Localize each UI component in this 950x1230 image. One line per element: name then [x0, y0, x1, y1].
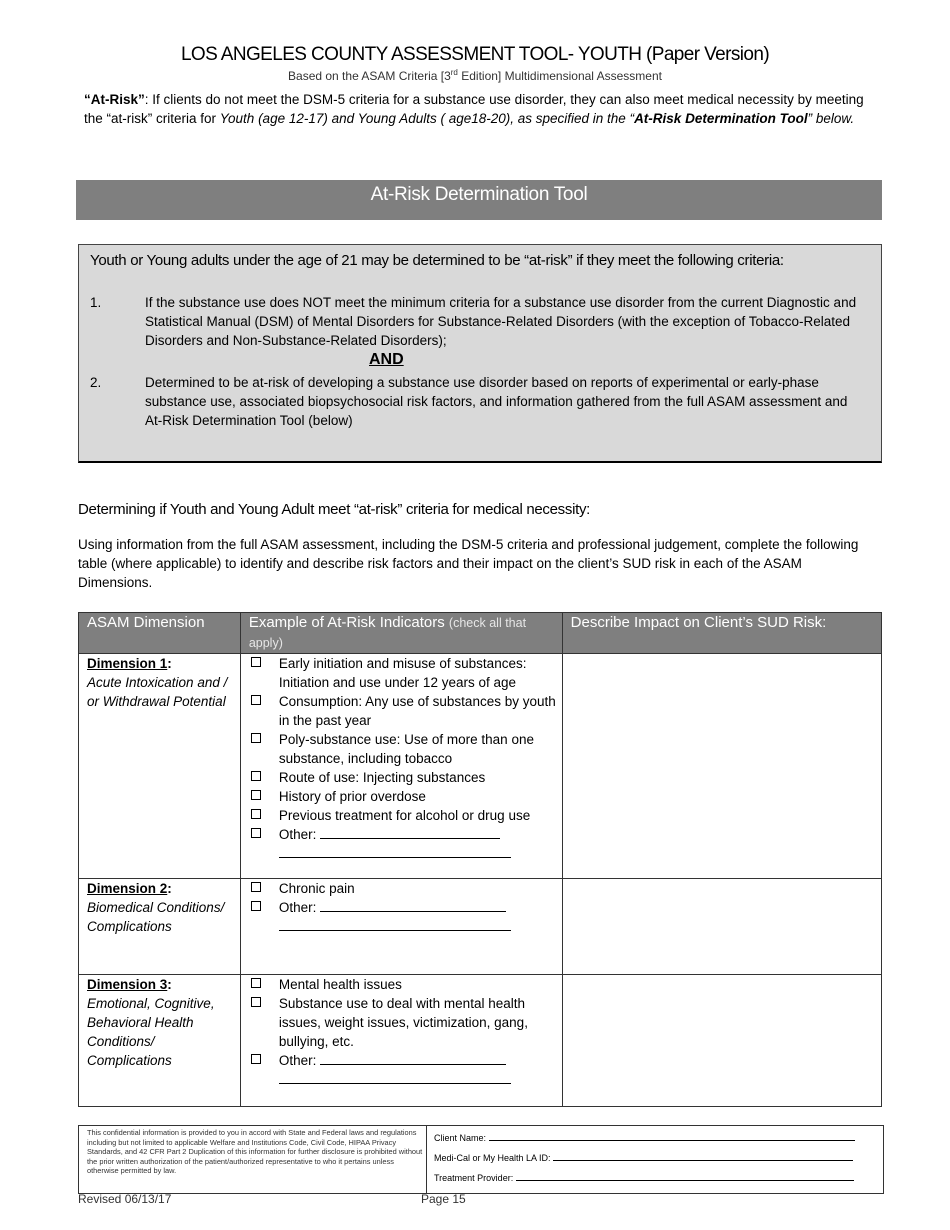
provider-label: Treatment Provider:: [434, 1173, 514, 1183]
footer-box: [78, 1125, 884, 1194]
client-name-line[interactable]: [489, 1132, 855, 1141]
header-impact: Describe Impact on Client’s SUD Risk:: [562, 613, 881, 654]
checkbox-icon[interactable]: [251, 771, 261, 781]
dimension-title: Dimension 2: [87, 881, 168, 896]
intro-text: : If clients do not meet the DSM-5 criteria for a substance use disorder, they can also meet medical necessity by meeting the “at-risk” criteria for: [84, 92, 864, 126]
intro-paragraph: [84, 90, 874, 128]
criteria-item: [90, 373, 860, 430]
client-name-field[interactable]: [434, 1132, 855, 1143]
header-indicators: [240, 613, 562, 654]
page-title: LOS ANGELES COUNTY ASSESSMENT TOOL- YOUTH (Paper Version): [180, 44, 770, 65]
indicator-label: Route of use: Injecting substances: [278, 770, 486, 785]
criteria-text: Determined to be at-risk of developing a substance use disorder based on reports of experimental or early-phase substance use, associated biopsychosocial risk factors, and information gathered from the full ASAM assessment and At-Risk Determination Tool (below): [145, 375, 848, 428]
indicator-label: Previous treatment for alcohol or drug use: [278, 808, 531, 823]
subtitle-post: Edition] Multidimensional Assessment: [457, 69, 662, 83]
impact-cell[interactable]: [562, 654, 881, 879]
indicator-label: Consumption: Any use of substances by youth in the past year: [278, 694, 556, 728]
section-banner: At-Risk Determination Tool: [76, 180, 882, 220]
checkbox-icon[interactable]: [251, 790, 261, 800]
impact-cell[interactable]: [562, 975, 881, 1107]
provider-line[interactable]: [516, 1172, 854, 1181]
table-header-row: [79, 613, 882, 654]
medi-cal-label: Medi-Cal or My Health LA ID:: [434, 1153, 551, 1163]
table-row: [79, 654, 882, 879]
dimension-cell: [79, 879, 241, 975]
intro-italic: Youth (age 12-17) and Young Adults ( age18-20), as specified in the “: [219, 111, 635, 126]
indicator-label: Early initiation and misuse of substances: Initiation and use under 12 years of age: [278, 656, 527, 690]
indicator-other[interactable]: [251, 898, 562, 936]
checkbox-icon[interactable]: [251, 809, 261, 819]
intro-bold-italic: At-Risk Determination Tool: [634, 111, 808, 126]
footer-divider: [426, 1126, 427, 1193]
indicator-label: Poly-substance use: Use of more than one substance, including tobacco: [278, 732, 534, 766]
medi-cal-line[interactable]: [553, 1152, 853, 1161]
confidentiality-notice: This confidential information is provided to you in accord with State and Federal laws and regulations including but not limited to applicable Welfare and Institutions Code, Civil Code, HIPAA Privacy Standards, and 42 CFR Part 2 Duplication of this information for further disclosure is prohibited without the prior written authorization of the patient/authorized representative to who it pertains unless otherwise permitted by law.: [87, 1128, 423, 1176]
impact-cell[interactable]: [562, 879, 881, 975]
indicator-item[interactable]: [251, 654, 562, 692]
indicator-item[interactable]: [251, 768, 562, 787]
criteria-box: [78, 244, 882, 463]
indicator-list: [241, 975, 562, 1089]
indicator-other[interactable]: [251, 1051, 562, 1089]
checkbox-icon[interactable]: [251, 695, 261, 705]
revised-date: Revised 06/13/17: [78, 1192, 172, 1206]
risk-table: [78, 612, 882, 1107]
indicator-other[interactable]: [251, 825, 562, 863]
checkbox-icon[interactable]: [251, 901, 261, 911]
intro-term: “At-Risk”: [84, 92, 145, 107]
provider-field[interactable]: [434, 1172, 854, 1183]
indicator-item[interactable]: [251, 975, 562, 994]
other-label: Other:: [278, 900, 317, 915]
header-indicators-note: (check all that apply): [248, 616, 527, 650]
indicator-item[interactable]: [251, 692, 562, 730]
other-input-line[interactable]: [320, 826, 500, 839]
dimension-title: Dimension 1: [87, 656, 168, 671]
criteria-item: [90, 293, 860, 350]
indicator-label: History of prior overdose: [278, 789, 426, 804]
indicator-label: Mental health issues: [278, 977, 402, 992]
dimension-title: Dimension 3: [87, 977, 168, 992]
subtitle-sup: rd: [450, 68, 458, 77]
dimension-cell: [79, 654, 241, 879]
indicator-label: Substance use to deal with mental health issues, weight issues, victimization, gang, bullying, etc.: [278, 996, 528, 1049]
criteria-number: 1.: [90, 295, 102, 310]
other-input-line[interactable]: [279, 845, 511, 858]
dimension-description: Emotional, Cognitive, Behavioral Health Conditions/ Complications: [87, 996, 215, 1068]
table-row: [79, 975, 882, 1107]
client-name-label: Client Name:: [434, 1133, 487, 1143]
checkbox-icon[interactable]: [251, 1054, 261, 1064]
criteria-number: 2.: [90, 375, 102, 390]
header-dimension: ASAM Dimension: [79, 613, 241, 654]
checkbox-icon[interactable]: [251, 733, 261, 743]
indicator-item[interactable]: [251, 730, 562, 768]
checkbox-icon[interactable]: [251, 828, 261, 838]
subtitle-pre: Based on the ASAM Criteria [3: [288, 69, 451, 83]
dimension-colon: :: [167, 656, 172, 671]
dimension-cell: [79, 975, 241, 1107]
other-input-line[interactable]: [279, 918, 511, 931]
indicators-cell: [240, 879, 562, 975]
criteria-text: If the substance use does NOT meet the minimum criteria for a substance use disorder from the current Diagnostic and Statistical Manual (DSM) of Mental Disorders for Substance-Related Disorders (with the exception of Tobacco-Related Disorders and Non-Substance-Related Disorders);: [145, 295, 857, 348]
medi-cal-field[interactable]: [434, 1152, 853, 1163]
indicator-item[interactable]: [251, 994, 562, 1051]
indicator-item[interactable]: [251, 787, 562, 806]
indicator-label: Chronic pain: [278, 881, 355, 896]
instructions-paragraph: Using information from the full ASAM assessment, including the DSM-5 criteria and professional judgement, complete the following table (where applicable) to identify and describe risk factors and their impact on the client’s SUD risk in each of the ASAM Dimensions.: [78, 537, 859, 590]
other-label: Other:: [278, 1053, 317, 1068]
other-input-line[interactable]: [320, 899, 506, 912]
indicators-cell: [240, 975, 562, 1107]
indicators-cell: [240, 654, 562, 879]
checkbox-icon[interactable]: [251, 997, 261, 1007]
indicator-list: [241, 879, 562, 936]
page-number: Page 15: [421, 1192, 466, 1206]
dimension-description: Biomedical Conditions/ Complications: [87, 900, 225, 934]
checkbox-icon[interactable]: [251, 978, 261, 988]
section-heading: Determining if Youth and Young Adult meet “at-risk” criteria for medical necessity:: [78, 501, 591, 518]
dimension-description: Acute Intoxication and / or Withdrawal Potential: [87, 675, 228, 709]
indicator-item[interactable]: [251, 806, 562, 825]
dimension-colon: :: [167, 881, 172, 896]
criteria-heading: Youth or Young adults under the age of 21 may be determined to be “at-risk” if they meet the following criteria:: [90, 252, 784, 269]
dimension-colon: :: [167, 977, 172, 992]
other-input-line[interactable]: [320, 1052, 506, 1065]
checkbox-icon[interactable]: [251, 657, 261, 667]
page-subtitle: [0, 68, 950, 83]
checkbox-icon[interactable]: [251, 882, 261, 892]
header-indicators-label: Example of At-Risk Indicators: [248, 614, 445, 631]
table-row: [79, 879, 882, 975]
intro-italic-end: ” below.: [807, 111, 855, 126]
indicator-item[interactable]: [251, 879, 562, 898]
and-label: AND: [369, 351, 404, 368]
other-input-line[interactable]: [279, 1071, 511, 1084]
other-label: Other:: [278, 827, 317, 842]
indicator-list: [241, 654, 562, 863]
